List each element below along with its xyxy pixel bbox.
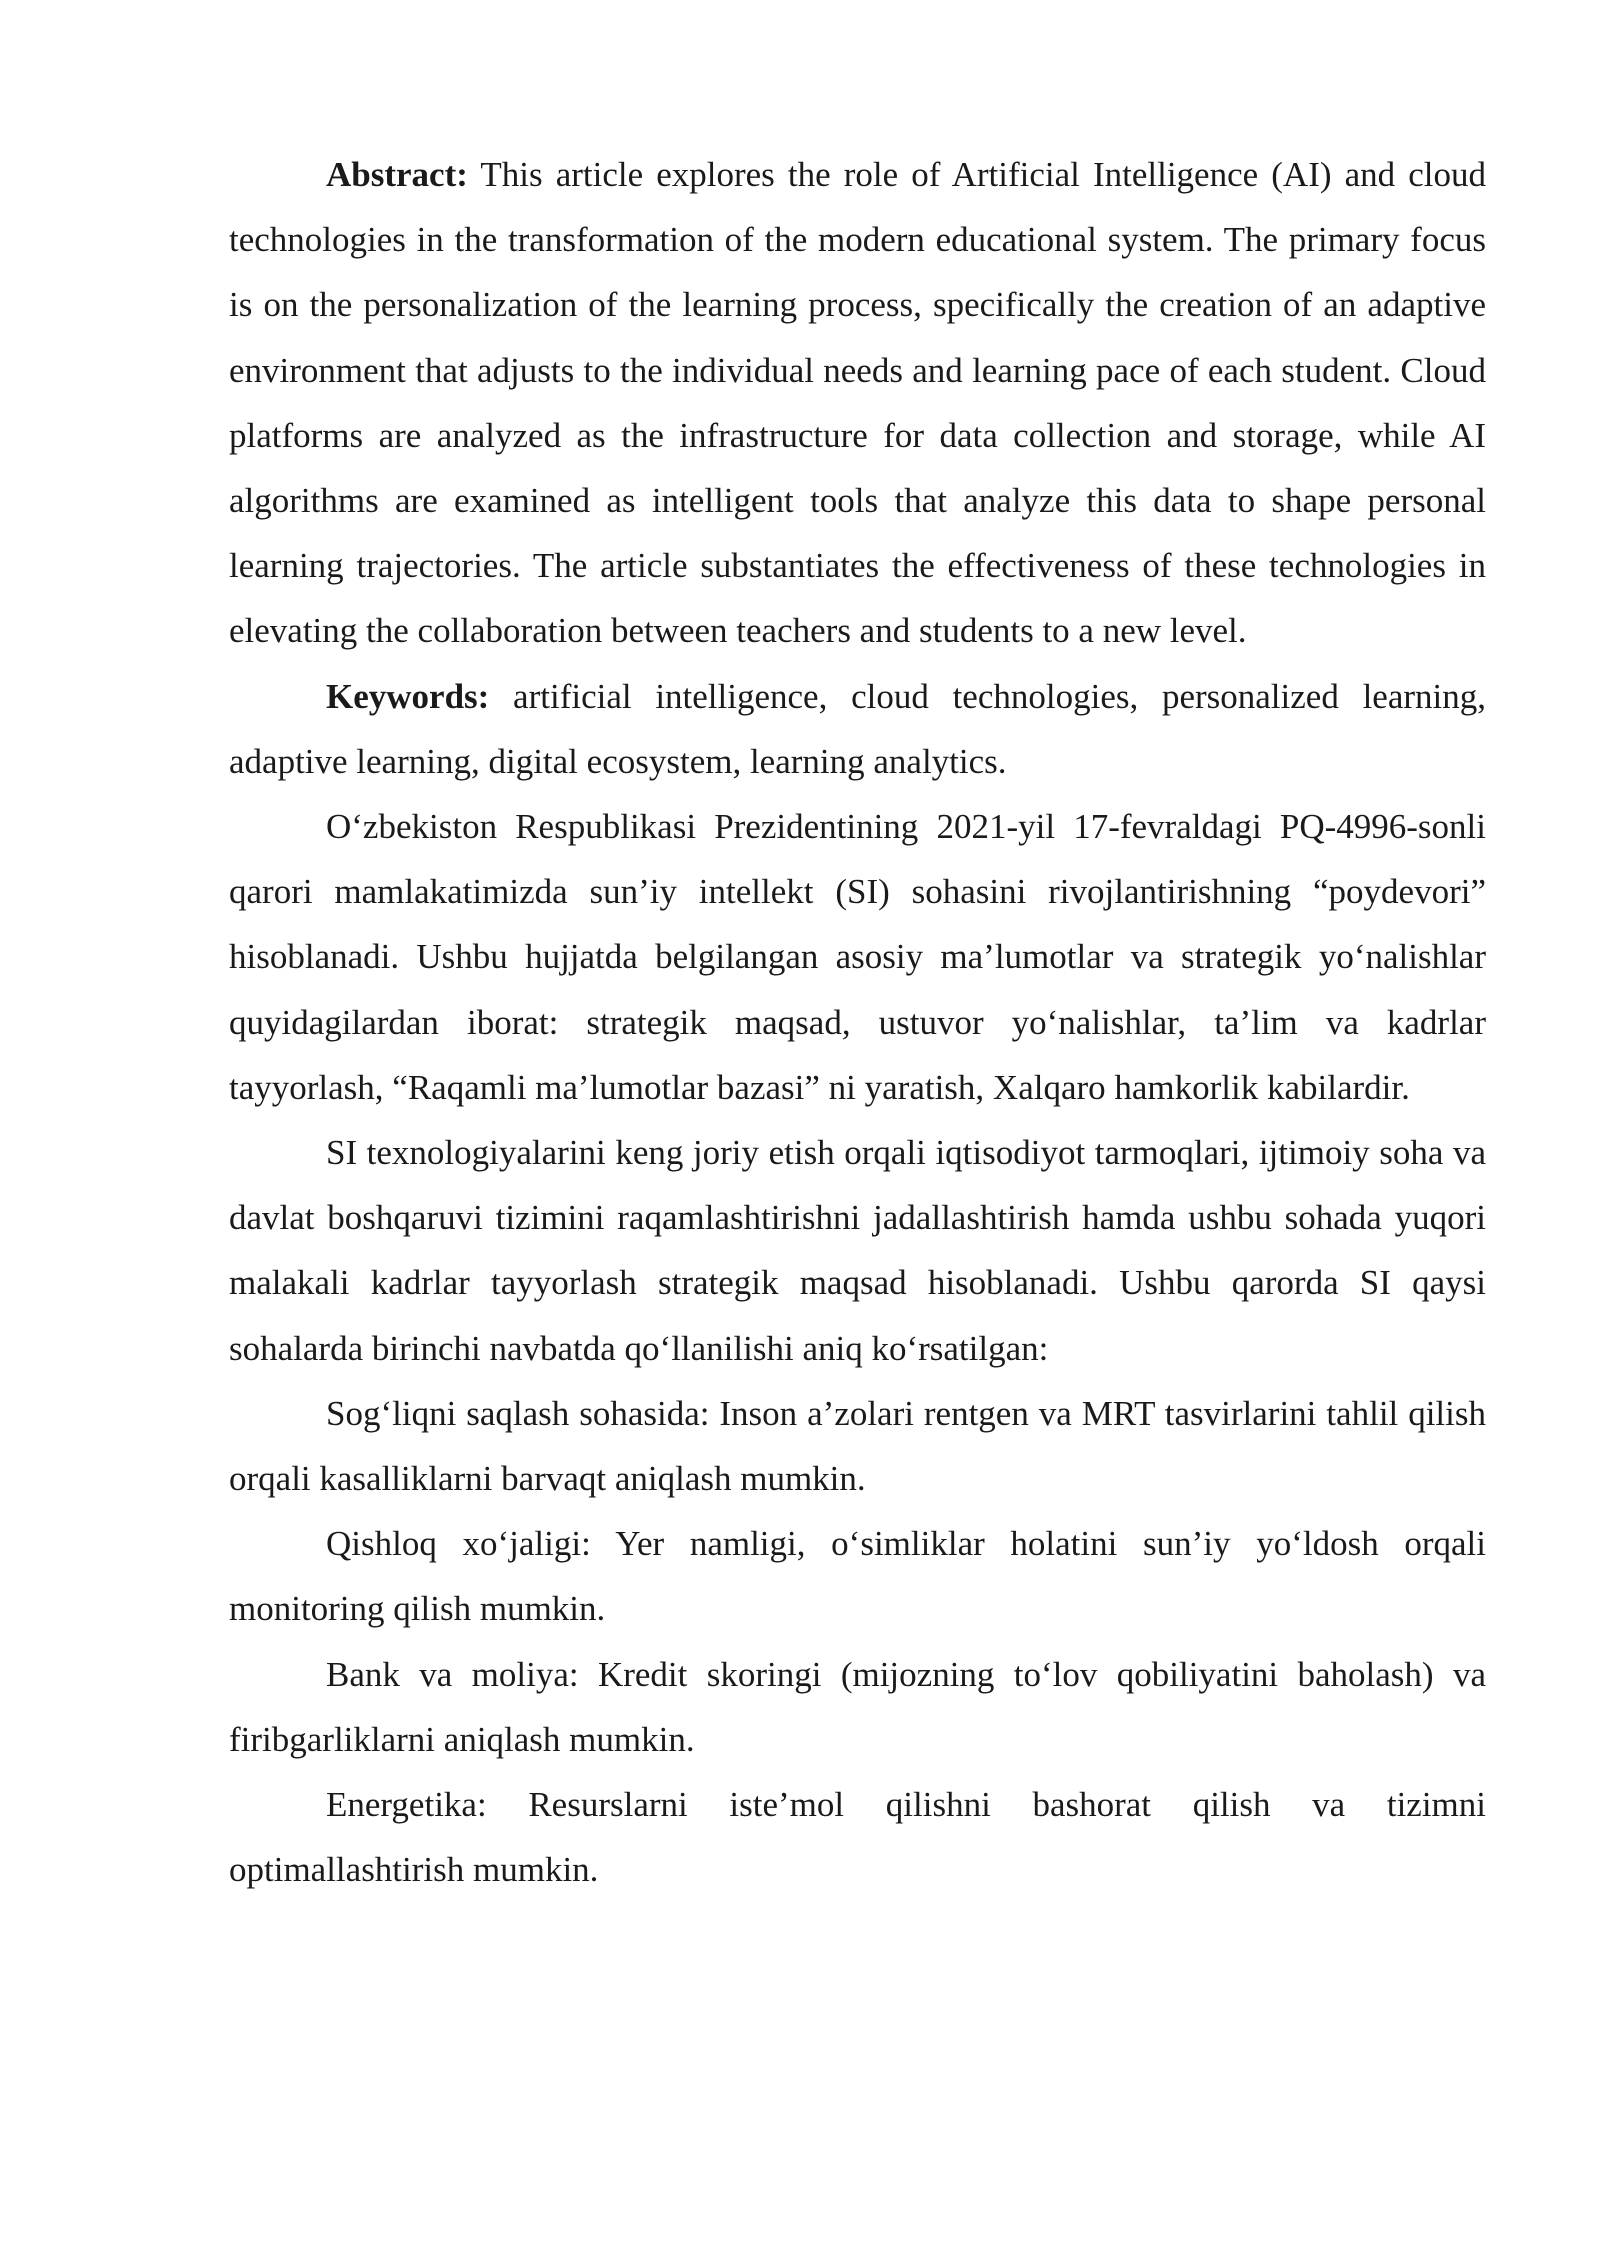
body-paragraph-energy: Energetika: Resurslarni iste’mol qilishni bashorat qilish va tizimni optimallashtirish mumkin. (229, 1785, 1486, 1890)
abstract-paragraph (229, 142, 1486, 664)
body-paragraph-decree: O‘zbekiston Respublikasi Prezidentining 2021-yil 17-fevraldagi PQ-4996-sonli qarori mamlakatimizda sun’iy intellekt (SI) sohasini rivojlantirishning “poydevori” hisoblanadi. Ushbu hujjatda belgilangan asosiy ma’lumotlar va strategik yo‘nalishlar quyidagilardan iborat: strategik maqsad, ustuvor yo‘nalishlar, ta’lim va kadrlar tayyorlash, “Raqamli ma’lumotlar bazasi” ni yaratish, Xalqaro hamkorlik kabilardir. (229, 807, 1486, 1107)
document-body (229, 142, 1486, 1902)
abstract-text: This article explores the role of Artificial Intelligence (AI) and cloud technologies in the transformation of the modern educational system. The primary focus is on the personalization of the learning process, specifically the creation of an adaptive environment that adjusts to the individual needs and learning pace of each student. Cloud platforms are analyzed as the infrastructure for data collection and storage, while AI algorithms are examined as intelligent tools that analyze this data to shape personal learning trajectories. The article substantiates the effectiveness of these technologies in elevating the collaboration between teachers and students to a new level. (229, 155, 1486, 651)
body-paragraph-strategic-goal: SI texnologiyalarini keng joriy etish orqali iqtisodiyot tarmoqlari, ijtimoiy soha va davlat boshqaruvi tizimini raqamlashtirishni jadallashtirish hamda ushbu sohada yuqori malakali kadrlar tayyorlash strategik maqsad hisoblanadi. Ushbu qarorda SI qaysi sohalarda birinchi navbatda qo‘llanilishi aniq ko‘rsatilgan: (229, 1133, 1486, 1368)
keywords-paragraph (229, 664, 1486, 794)
body-paragraph-banking: Bank va moliya: Kredit skoringi (mijozning to‘lov qobiliyatini baholash) va firibgarliklarni aniqlash mumkin. (229, 1654, 1486, 1759)
body-paragraph-agriculture: Qishloq xo‘jaligi: Yer namligi, o‘simliklar holatini sun’iy yo‘ldosh orqali monitoring qilish mumkin. (229, 1524, 1486, 1629)
keywords-text: artificial intelligence, cloud technologies, personalized learning, adaptive learning, digital ecosystem, learning analytics. (229, 676, 1486, 781)
body-paragraph-healthcare: Sog‘liqni saqlash sohasida: Inson a’zolari rentgen va MRT tasvirlarini tahlil qilish orqali kasalliklarni barvaqt aniqlash mumkin. (229, 1393, 1486, 1499)
keywords-label: Keywords: (326, 676, 490, 716)
abstract-label: Abstract: (326, 155, 468, 194)
